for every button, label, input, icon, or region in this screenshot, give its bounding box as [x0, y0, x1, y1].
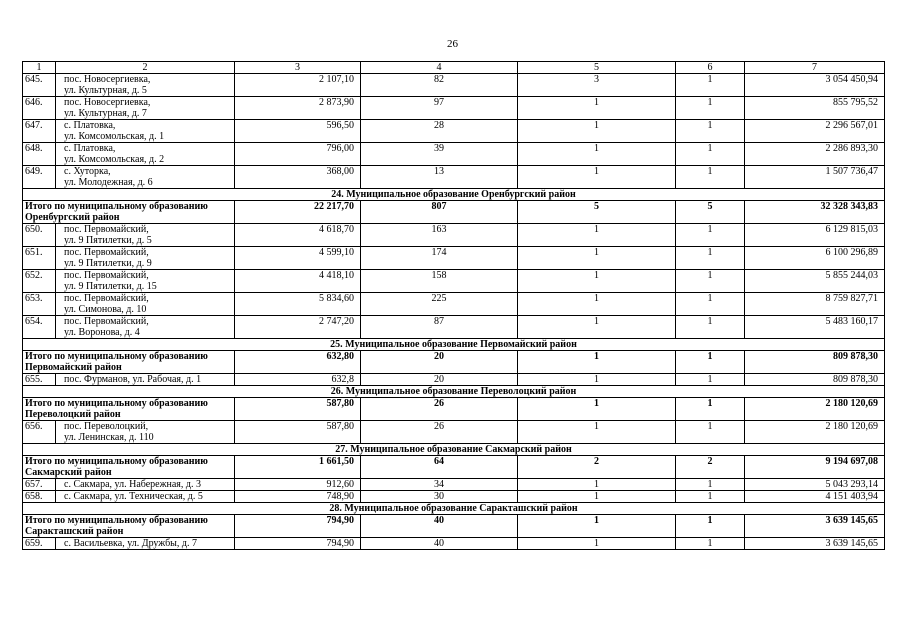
table-row — [23, 293, 885, 316]
address-cell — [56, 224, 235, 247]
table-row — [23, 97, 885, 120]
residents-cell: 174 — [361, 247, 518, 270]
total-row — [23, 515, 885, 538]
address-cell — [56, 421, 235, 444]
total-row — [23, 201, 885, 224]
residents-cell: 82 — [361, 74, 518, 97]
row-number: 652. — [23, 270, 56, 293]
row-number: 659. — [23, 538, 56, 550]
residents-cell: 13 — [361, 166, 518, 189]
buildings-cell: 1 — [518, 316, 676, 339]
total-row — [23, 456, 885, 479]
row-number: 647. — [23, 120, 56, 143]
area-cell: 2 107,10 — [235, 74, 361, 97]
table-row — [23, 316, 885, 339]
header-cell: 1 — [23, 62, 56, 74]
row-number: 649. — [23, 166, 56, 189]
table-row — [23, 143, 885, 166]
total-row — [23, 398, 885, 421]
cell-line: ул. 9 Пятилетки, д. 5 — [64, 235, 152, 246]
cell-line: пос. Первомайский, — [64, 247, 149, 258]
residents-cell: 87 — [361, 316, 518, 339]
amount-cell: 809 878,30 — [745, 374, 885, 386]
row-number: 646. — [23, 97, 56, 120]
amount-cell: 32 328 343,83 — [745, 201, 885, 224]
section-heading-row — [23, 503, 885, 515]
area-cell: 1 661,50 — [235, 456, 361, 479]
area-cell: 2 747,20 — [235, 316, 361, 339]
residents-cell: 30 — [361, 491, 518, 503]
residents-cell: 20 — [361, 374, 518, 386]
row-number: 653. — [23, 293, 56, 316]
header-cell: 3 — [235, 62, 361, 74]
cell-line: ул. Симонова, д. 10 — [64, 304, 147, 315]
address-cell — [56, 247, 235, 270]
section-heading: 26. Муниципальное образование Переволоцкий район — [23, 386, 885, 398]
area-cell: 632,8 — [235, 374, 361, 386]
amount-cell: 1 507 736,47 — [745, 166, 885, 189]
count-cell: 1 — [676, 351, 745, 374]
count-cell: 1 — [676, 224, 745, 247]
count-cell: 1 — [676, 74, 745, 97]
residents-cell: 64 — [361, 456, 518, 479]
count-cell: 1 — [676, 398, 745, 421]
amount-cell: 6 100 296,89 — [745, 247, 885, 270]
table-row — [23, 421, 885, 444]
cell-line: пос. Первомайский, — [64, 293, 149, 304]
cell-line: ул. Воронова, д. 4 — [64, 327, 140, 338]
table-row — [23, 270, 885, 293]
residents-cell: 807 — [361, 201, 518, 224]
table-row — [23, 166, 885, 189]
area-cell: 587,80 — [235, 421, 361, 444]
address-cell — [56, 538, 235, 550]
table-row — [23, 120, 885, 143]
address-cell — [56, 74, 235, 97]
buildings-cell: 1 — [518, 247, 676, 270]
cell-line: Оренбургский район — [25, 212, 120, 223]
address-cell — [56, 491, 235, 503]
table-row — [23, 247, 885, 270]
page-number: 26 — [447, 38, 458, 50]
buildings-cell: 1 — [518, 398, 676, 421]
count-cell: 1 — [676, 143, 745, 166]
amount-cell: 809 878,30 — [745, 351, 885, 374]
cell-line: Итого по муниципальному образованию — [25, 456, 208, 467]
total-label — [23, 201, 235, 224]
amount-cell: 5 855 244,03 — [745, 270, 885, 293]
total-label — [23, 456, 235, 479]
address-cell — [56, 97, 235, 120]
buildings-cell: 1 — [518, 491, 676, 503]
total-label — [23, 398, 235, 421]
row-number: 654. — [23, 316, 56, 339]
cell-line: ул. 9 Пятилетки, д. 15 — [64, 281, 157, 292]
cell-line: пос. Фурманов, ул. Рабочая, д. 1 — [64, 374, 202, 385]
area-cell: 4 618,70 — [235, 224, 361, 247]
row-number: 657. — [23, 479, 56, 491]
cell-line: Итого по муниципальному образованию — [25, 351, 208, 362]
residents-cell: 39 — [361, 143, 518, 166]
area-cell: 22 217,70 — [235, 201, 361, 224]
amount-cell: 2 180 120,69 — [745, 398, 885, 421]
amount-cell: 2 180 120,69 — [745, 421, 885, 444]
header-cell: 2 — [56, 62, 235, 74]
cell-line: пос. Первомайский, — [64, 270, 149, 281]
row-number: 658. — [23, 491, 56, 503]
residents-cell: 26 — [361, 398, 518, 421]
section-heading: 25. Муниципальное образование Первомайский район — [23, 339, 885, 351]
header-cell: 4 — [361, 62, 518, 74]
row-number: 648. — [23, 143, 56, 166]
amount-cell: 5 483 160,17 — [745, 316, 885, 339]
cell-line: с. Платовка, — [64, 143, 116, 154]
amount-cell: 3 639 145,65 — [745, 515, 885, 538]
section-heading-row — [23, 339, 885, 351]
amount-cell: 2 296 567,01 — [745, 120, 885, 143]
area-cell: 5 834,60 — [235, 293, 361, 316]
buildings-cell: 1 — [518, 143, 676, 166]
cell-line: пос. Новосергиевка, — [64, 97, 151, 108]
area-cell: 794,90 — [235, 538, 361, 550]
residents-cell: 158 — [361, 270, 518, 293]
area-cell: 796,00 — [235, 143, 361, 166]
address-cell — [56, 374, 235, 386]
table-row — [23, 491, 885, 503]
row-number: 651. — [23, 247, 56, 270]
header-cell: 5 — [518, 62, 676, 74]
cell-line: ул. Ленинская, д. 110 — [64, 432, 154, 443]
count-cell: 1 — [676, 293, 745, 316]
amount-cell: 2 286 893,30 — [745, 143, 885, 166]
cell-line: Переволоцкий район — [25, 409, 121, 420]
cell-line: ул. Комсомольская, д. 1 — [64, 131, 165, 142]
area-cell: 587,80 — [235, 398, 361, 421]
area-cell: 748,90 — [235, 491, 361, 503]
cell-line: ул. 9 Пятилетки, д. 9 — [64, 258, 152, 269]
count-cell: 1 — [676, 120, 745, 143]
residents-cell: 40 — [361, 515, 518, 538]
buildings-cell: 1 — [518, 421, 676, 444]
column-number-header — [23, 62, 885, 74]
section-heading: 27. Муниципальное образование Сакмарский район — [23, 444, 885, 456]
residents-cell: 225 — [361, 293, 518, 316]
cell-line: Итого по муниципальному образованию — [25, 398, 208, 409]
section-heading-row — [23, 386, 885, 398]
count-cell: 1 — [676, 421, 745, 444]
section-heading: 28. Муниципальное образование Саракташский район — [23, 503, 885, 515]
count-cell: 1 — [676, 166, 745, 189]
buildings-cell: 2 — [518, 456, 676, 479]
cell-line: ул. Комсомольская, д. 2 — [64, 154, 165, 165]
row-number: 656. — [23, 421, 56, 444]
count-cell: 1 — [676, 515, 745, 538]
cell-line: Первомайский район — [25, 362, 122, 373]
count-cell: 1 — [676, 491, 745, 503]
buildings-cell: 1 — [518, 270, 676, 293]
section-heading-row — [23, 444, 885, 456]
row-number: 650. — [23, 224, 56, 247]
area-cell: 2 873,90 — [235, 97, 361, 120]
address-cell — [56, 143, 235, 166]
area-cell: 632,80 — [235, 351, 361, 374]
residents-cell: 40 — [361, 538, 518, 550]
table-row — [23, 479, 885, 491]
total-label — [23, 515, 235, 538]
table-row — [23, 538, 885, 550]
count-cell: 2 — [676, 456, 745, 479]
buildings-cell: 1 — [518, 166, 676, 189]
table-row — [23, 224, 885, 247]
amount-cell: 9 194 697,08 — [745, 456, 885, 479]
address-cell — [56, 270, 235, 293]
buildings-cell: 1 — [518, 97, 676, 120]
area-cell: 912,60 — [235, 479, 361, 491]
count-cell: 1 — [676, 97, 745, 120]
area-cell: 4 418,10 — [235, 270, 361, 293]
address-cell — [56, 166, 235, 189]
address-cell — [56, 120, 235, 143]
cell-line: ул. Культурная, д. 7 — [64, 108, 147, 119]
residents-cell: 28 — [361, 120, 518, 143]
count-cell: 1 — [676, 316, 745, 339]
row-number: 655. — [23, 374, 56, 386]
buildings-cell: 1 — [518, 479, 676, 491]
amount-cell: 4 151 403,94 — [745, 491, 885, 503]
cell-line: с. Платовка, — [64, 120, 116, 131]
section-heading: 24. Муниципальное образование Оренбургский район — [23, 189, 885, 201]
amount-cell: 3 639 145,65 — [745, 538, 885, 550]
amount-cell: 8 759 827,71 — [745, 293, 885, 316]
amount-cell: 6 129 815,03 — [745, 224, 885, 247]
count-cell: 1 — [676, 538, 745, 550]
count-cell: 5 — [676, 201, 745, 224]
table-row — [23, 74, 885, 97]
header-cell: 7 — [745, 62, 885, 74]
cell-line: Саракташский район — [25, 526, 124, 537]
buildings-cell: 1 — [518, 293, 676, 316]
address-cell — [56, 479, 235, 491]
cell-line: Сакмарский район — [25, 467, 112, 478]
amount-cell: 855 795,52 — [745, 97, 885, 120]
row-number: 645. — [23, 74, 56, 97]
cell-line: Итого по муниципальному образованию — [25, 515, 208, 526]
cell-line: пос. Первомайский, — [64, 224, 149, 235]
cell-line: с. Васильевка, ул. Дружбы, д. 7 — [64, 538, 197, 549]
buildings-cell: 1 — [518, 538, 676, 550]
area-cell: 4 599,10 — [235, 247, 361, 270]
residents-cell: 97 — [361, 97, 518, 120]
cell-line: ул. Молодежная, д. 6 — [64, 177, 153, 188]
total-row — [23, 351, 885, 374]
table-row — [23, 374, 885, 386]
buildings-cell: 1 — [518, 120, 676, 143]
residents-cell: 163 — [361, 224, 518, 247]
area-cell: 368,00 — [235, 166, 361, 189]
total-label — [23, 351, 235, 374]
count-cell: 1 — [676, 479, 745, 491]
cell-line: с. Хуторка, — [64, 166, 111, 177]
residents-cell: 20 — [361, 351, 518, 374]
count-cell: 1 — [676, 374, 745, 386]
buildings-cell: 1 — [518, 351, 676, 374]
area-cell: 596,50 — [235, 120, 361, 143]
cell-line: пос. Переволоцкий, — [64, 421, 149, 432]
address-cell — [56, 316, 235, 339]
section-heading-row — [23, 189, 885, 201]
area-cell: 794,90 — [235, 515, 361, 538]
buildings-cell: 1 — [518, 515, 676, 538]
cell-line: ул. Культурная, д. 5 — [64, 85, 147, 96]
buildings-cell: 1 — [518, 224, 676, 247]
cell-line: пос. Новосергиевка, — [64, 74, 151, 85]
buildings-cell: 1 — [518, 374, 676, 386]
cell-line: Итого по муниципальному образованию — [25, 201, 208, 212]
count-cell: 1 — [676, 247, 745, 270]
residents-cell: 34 — [361, 479, 518, 491]
header-cell: 6 — [676, 62, 745, 74]
residents-cell: 26 — [361, 421, 518, 444]
address-cell — [56, 293, 235, 316]
buildings-cell: 5 — [518, 201, 676, 224]
table-body — [23, 62, 885, 550]
amount-cell: 3 054 450,94 — [745, 74, 885, 97]
cell-line: пос. Первомайский, — [64, 316, 149, 327]
cell-line: с. Сакмара, ул. Набережная, д. 3 — [64, 479, 201, 490]
cell-line: с. Сакмара, ул. Техническая, д. 5 — [64, 491, 203, 502]
buildings-cell: 3 — [518, 74, 676, 97]
amount-cell: 5 043 293,14 — [745, 479, 885, 491]
count-cell: 1 — [676, 270, 745, 293]
housing-register-table — [22, 61, 885, 550]
